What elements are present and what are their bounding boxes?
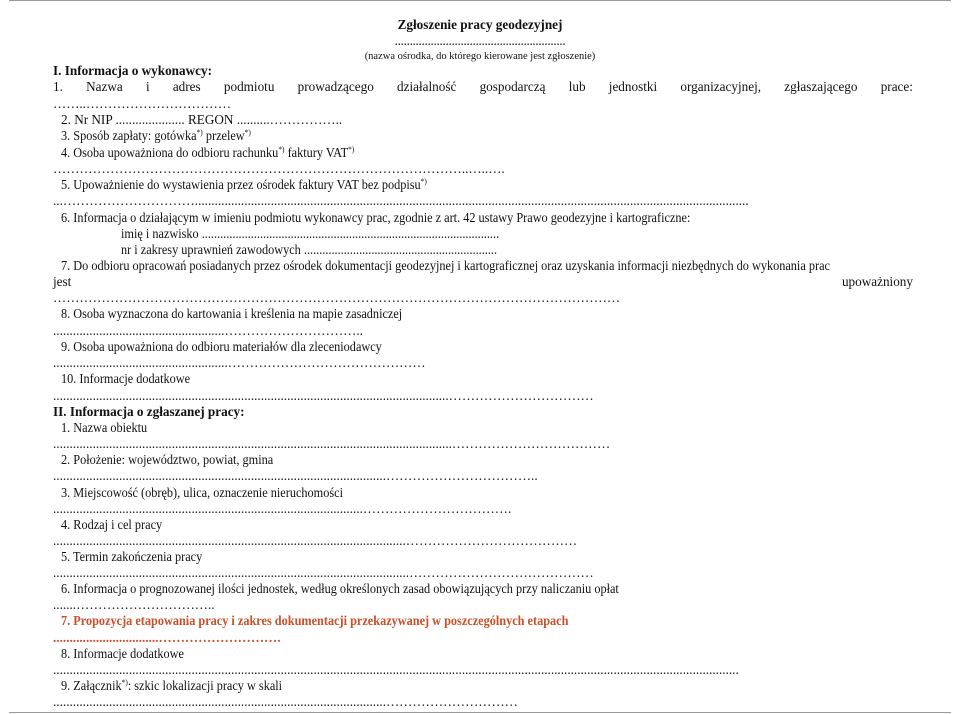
s1-item5-label [61,177,427,193]
s2-item1-label: 1. Nazwa obiektu [61,420,148,435]
footnote-mark: *) [420,177,427,186]
invoice-vat-label: faktury VAT [284,145,349,160]
footnote-mark: *) [196,128,203,137]
authorization-label: 5. Upoważnienie do wystawienia przez ośrodek faktury VAT bez podpisu [61,177,421,192]
item1-word: jednostki [608,79,658,94]
item1-word: prowadzącego [297,79,374,94]
s2-item5-label: 5. Termin zakończenia pracy [61,549,203,564]
attachment-desc: : szkic lokalizacji pracy w skali [127,678,283,693]
s2-item6-label: 6. Informacja o prognozowanej ilości jednostek, według określonych zasad obowiązujących przy naliczaniu opłat [61,581,619,596]
item1-word: i [145,79,150,94]
s2-item1-field[interactable]: .........................................................................................................................……………………………… [53,436,611,451]
item1-word: podmiotu [223,79,275,94]
office-name-caption: (nazwa ośrodka, do którego kierowane jest zgłoszenie) [364,51,596,62]
s2-item3-label: 3. Miejscowość (obręb), ulica, oznaczenie nieruchomości [61,485,343,500]
s1-item10-field[interactable]: ........................................................................................................................…………………………… [53,388,594,403]
s1-item4-field[interactable]: …………………………………………………………………………………..…..…. [53,161,505,176]
s1-item7-field[interactable]: ………………………………………………………………………………………………………………… [53,290,621,305]
s1-item7-label-cont [53,274,913,290]
s1-item8-label: 8. Osoba wyznaczona do kartowania i kreślenia na mapie zasadniczej [61,306,403,321]
s2-item6-field[interactable]: .......………………………….. [53,597,215,612]
item7-word-upowazniony: upoważniony [841,274,913,289]
item1-word: adres [172,79,201,94]
item1-word: działalność [397,79,457,94]
section2-heading: II. Informacja o zgłaszanej pracy: [53,404,245,419]
page-top-border [9,0,951,1]
section1-heading: I. Informacja o wykonawcy: [53,63,212,78]
s2-item5-field[interactable]: ............................................................................................................…………………………………… [53,565,594,580]
s1-item1-field[interactable]: ……..…………………………… [53,96,232,111]
item1-word: prace: [880,79,913,94]
footnote-mark: *) [278,145,285,154]
s2-item3-field[interactable]: ..............................................................................................……………………………. [53,501,512,516]
s2-item9-label [61,678,282,694]
item1-word: 1. [53,79,63,94]
s1-item5-field[interactable]: ...…………………………........................................................................................................................................................................ [53,193,749,208]
footnote-mark: *) [244,128,251,137]
s2-item2-label: 2. Położenie: województwo, powiat, gmina [61,452,274,467]
s1-item6-label: 6. Informacja o działającym w imieniu podmiotu wykonawcy prac, zgodnie z art. 42 ustawy Prawo geodezyjne i kartograficzne: [61,210,691,225]
s2-item7-field[interactable]: ................................………………………. [53,630,281,645]
s1-item8-field[interactable]: ....................................................………………………….. [53,323,363,338]
footnote-mark: *) [121,678,128,687]
s1-item9-label: 9. Osoba upoważniona do odbioru materiałów dla zleceniodawcy [61,339,382,354]
s2-item7-label: 7. Propozycja etapowania pracy i zakres dokumentacji przekazywanej w poszczególnych etapach [61,613,569,628]
s1-item7-label: 7. Do odbioru opracowań posiadanych przez ośrodek dokumentacji geodezyjnej i kartograficznej oraz uzyskania informacji niezbędnych do wykonania prac [61,258,830,273]
item1-word: gospodarczą [479,79,546,94]
item1-word: lub [568,79,586,94]
s2-item8-field[interactable]: ................................................................................................................................................................................................................ [53,662,739,677]
page-bottom-border [9,712,951,713]
s2-item4-label: 4. Rodzaj i cel pracy [61,517,163,532]
payment-transfer: przelew [202,128,245,143]
s1-item10-label: 10. Informacje dodatkowe [61,371,191,386]
s1-item6-license-field[interactable]: nr i zakresy uprawnień zawodowych ............................................................... [121,242,498,257]
footnote-mark: *) [348,145,355,154]
s2-item2-field[interactable]: .....................................................................................................…………………………….. [53,468,538,483]
item1-word: Nazwa [86,79,123,94]
s1-item1-label [53,79,913,95]
s1-item4-label [61,145,354,161]
page-title: Zgłoszenie pracy geodezyjnej [397,17,563,32]
s1-item9-field[interactable]: .....................................................……………………………………… [53,355,426,370]
item1-word: organizacyjnej, [680,79,762,94]
payment-label: 3. Sposób zapłaty: gotówka [61,128,197,143]
s1-item3-payment [61,128,251,144]
attachment-label: 9. Załącznik [61,678,122,693]
s2-item8-label: 8. Informacje dodatkowe [61,646,184,661]
invoice-recipient-label: 4. Osoba upoważniona do odbioru rachunku [61,145,279,160]
s1-item2-nip-regon[interactable]: 2. Nr NIP ..................... REGON ..........…………….. [61,112,343,127]
s2-item9-field[interactable]: .....................................................................................................………………………… [53,694,518,709]
item7-word-jest: jest [53,274,72,289]
office-name-field[interactable]: ......................................................... [394,33,566,48]
s1-item6-name-field[interactable]: imię i nazwisko ................................................................................................. [121,226,500,241]
s2-item4-field[interactable]: ...........................................................................................................………………………………… [53,533,578,548]
item1-word: zgłaszającego [784,79,858,94]
